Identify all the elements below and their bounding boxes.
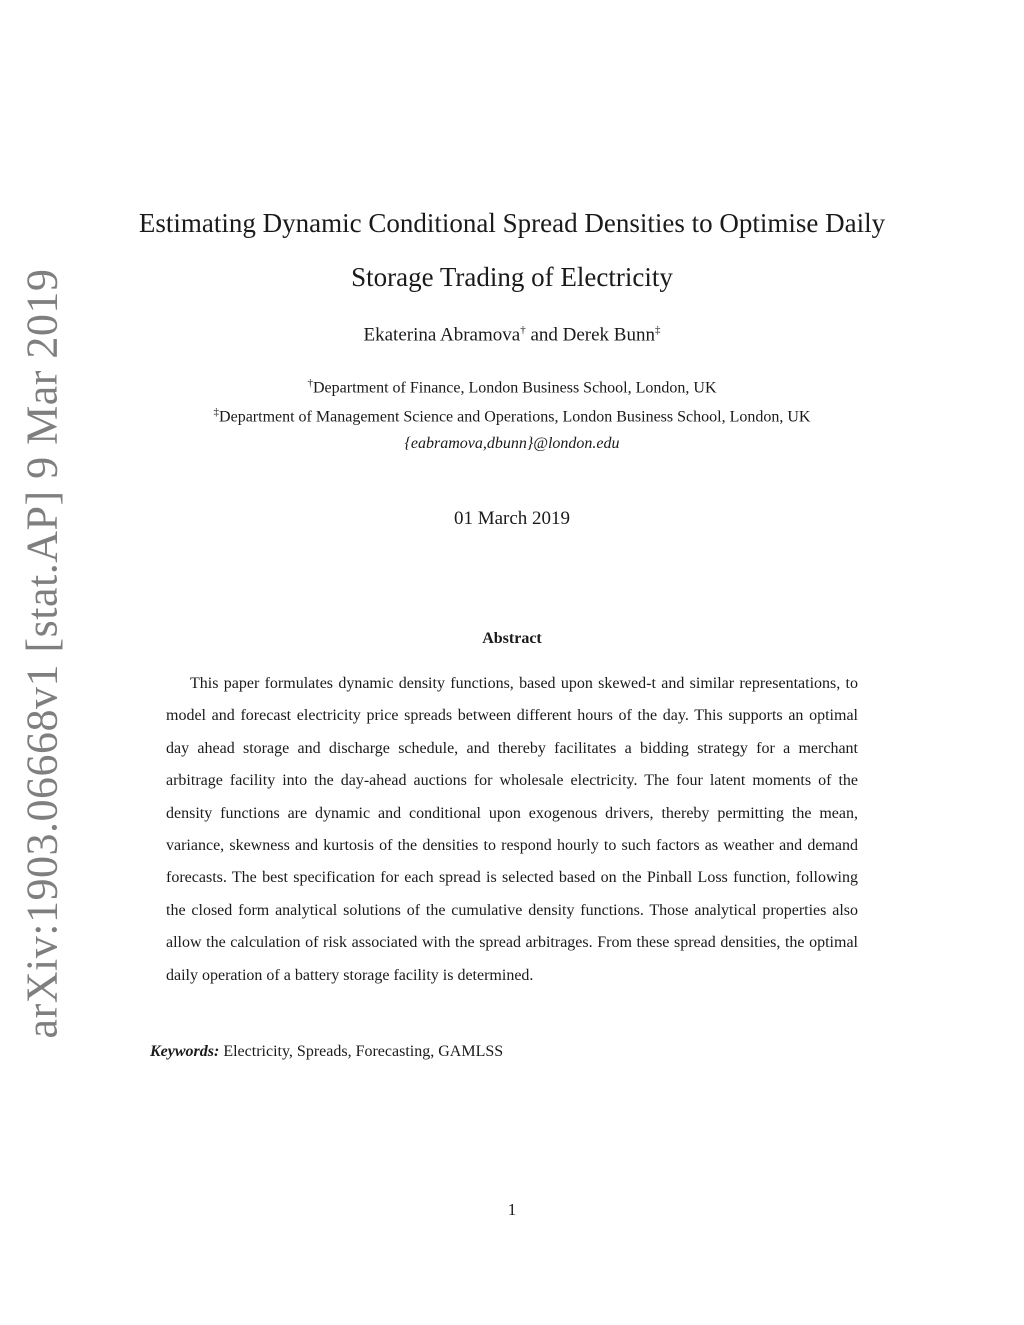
keywords-label: Keywords: <box>150 1043 220 1060</box>
page-number: 1 <box>507 1200 517 1219</box>
affiliation-1-mark: † <box>307 377 313 389</box>
author-line <box>130 324 894 346</box>
affiliation-1-text: Department of Finance, London Business School, London, UK <box>313 379 717 397</box>
keywords-text: Electricity, Spreads, Forecasting, GAMLSS <box>223 1043 504 1060</box>
author-2: Derek Bunn <box>562 324 655 346</box>
paper-title: Estimating Dynamic Conditional Spread Densities to Optimise Daily Storage Trading of Electricity <box>138 208 886 292</box>
abstract-body: This paper formulates dynamic density functions, based upon skewed-t and similar representations, to model and forecast electricity price spreads between different hours of the day. This supports an optimal day ahead storage and discharge schedule, and thereby facilitates a bidding strategy for a merchant arbitrage facility into the day-ahead auctions for wholesale electricity. The four latent moments of the density functions are dynamic and conditional upon exogenous drivers, thereby permitting the mean, variance, skewness and kurtosis of the densities to respond hourly to such factors as weather and demand forecasts. The best specification for each spread is selected based on the Pinball Loss function, following the closed form analytical solutions of the cumulative density functions. Those analytical properties also allow the calculation of risk associated with the spread arbitrages. From these spread densities, the optimal daily operation of a battery storage facility is determined. <box>166 675 858 984</box>
author-conjunction: and <box>530 324 558 346</box>
author-1-mark: † <box>520 324 526 336</box>
keywords-line <box>150 1043 503 1061</box>
abstract-heading: Abstract <box>482 630 542 647</box>
paper-date: 01 March 2019 <box>453 508 571 529</box>
arxiv-stamp <box>17 268 67 1038</box>
affiliation-2-mark: ‡ <box>213 406 220 418</box>
affiliation-finance <box>130 377 894 397</box>
author-emails: {eabramova,dbunn}@london.edu <box>404 435 620 452</box>
author-1: Ekaterina Abramova <box>363 324 521 346</box>
affiliation-management <box>130 406 894 426</box>
affiliation-2-text: Department of Management Science and Operations, London Business School, London, UK <box>219 408 811 426</box>
author-2-mark: ‡ <box>654 324 661 336</box>
arxiv-stamp-text: arXiv:1903.06668v1 [stat.AP] 9 Mar 2019 <box>17 268 67 1038</box>
